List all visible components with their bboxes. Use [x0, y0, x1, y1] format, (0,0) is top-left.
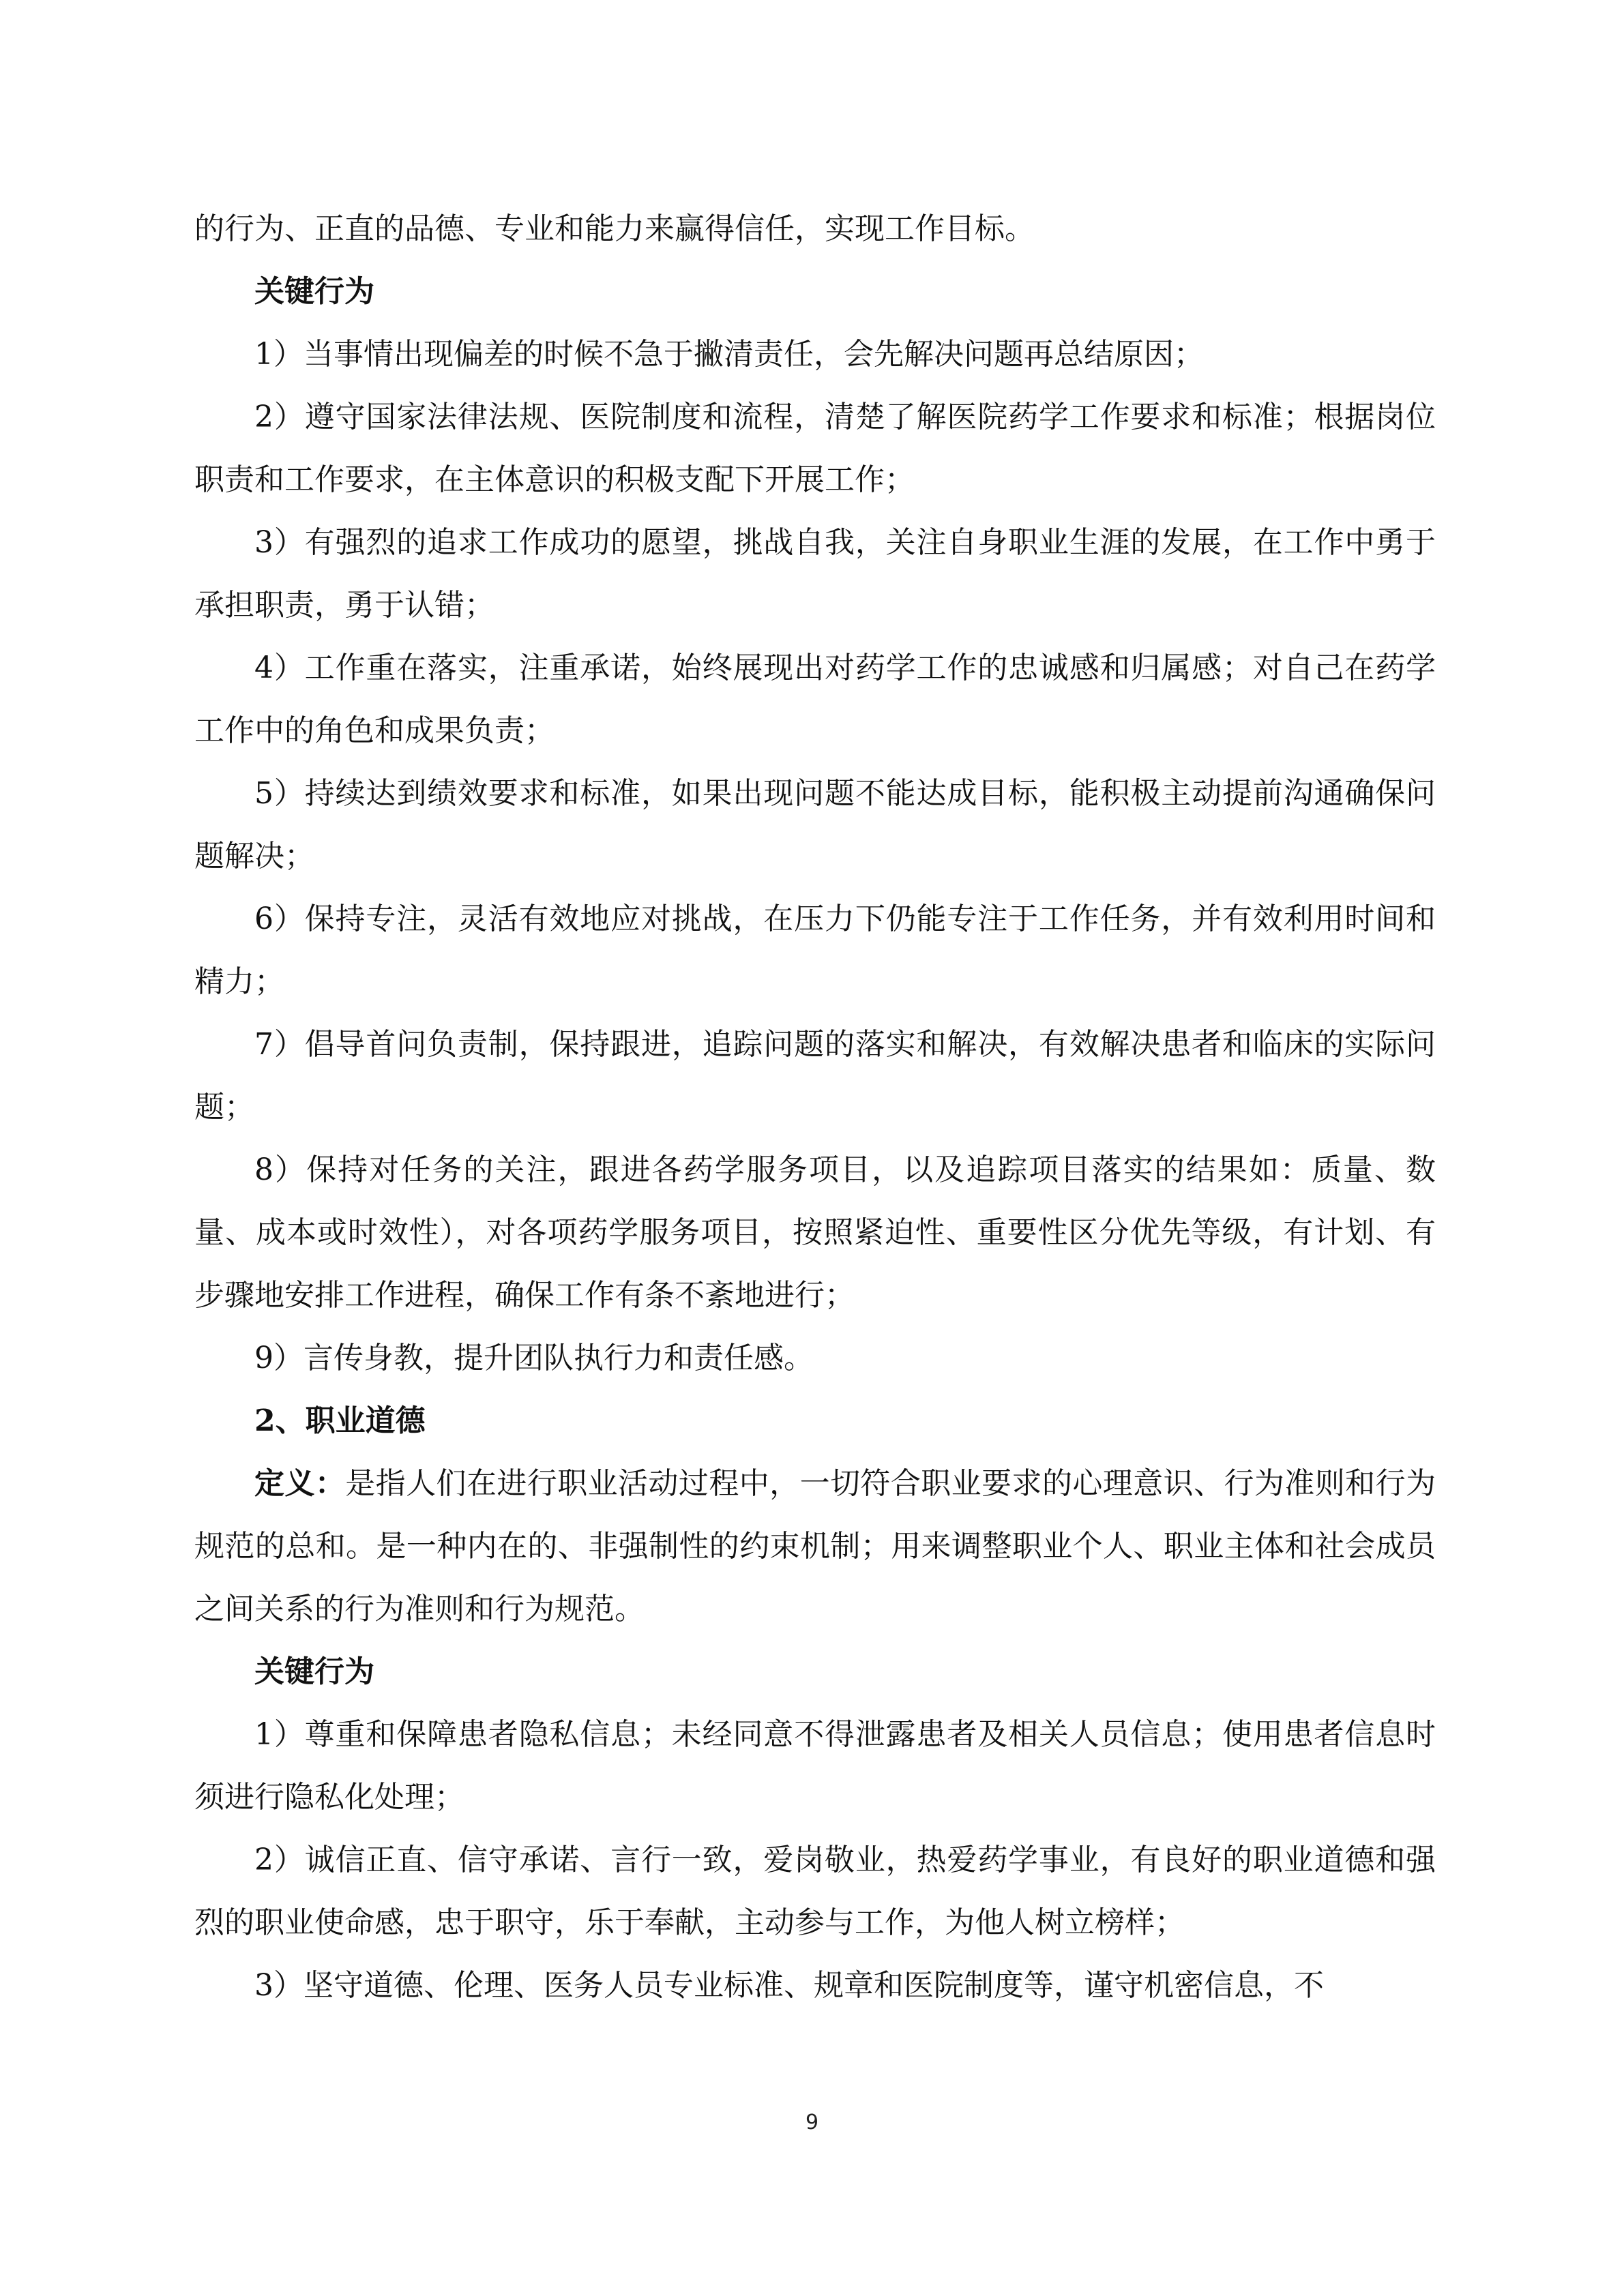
- behavior-item-1-5: 5）持续达到绩效要求和标准，如果出现问题不能达成目标，能积极主动提前沟通确保问题解决；: [194, 776, 1436, 874]
- section-title-professional-ethics: 2、职业道德: [254, 1403, 426, 1438]
- definition-text: 是指人们在进行职业活动过程中，一切符合职业要求的心理意识、行为准则和行为规范的总和。是一种内在的、非强制性的约束机制；用来调整职业个人、职业主体和社会成员之间关系的行为准则和行为规范。: [194, 1466, 1436, 1626]
- behavior-item-1-1: 1）当事情出现偏差的时候不急于撇清责任，会先解决问题再总结原因；: [254, 337, 1204, 372]
- behavior-item-2-1: 1）尊重和保障患者隐私信息；未经同意不得泄露患者及相关人员信息；使用患者信息时须进行隐私化处理；: [194, 1717, 1436, 1815]
- definition-paragraph: [194, 1452, 1436, 1641]
- page-body: [194, 198, 1436, 2017]
- behavior-item-1-9: 9）言传身教，提升团队执行力和责任感。: [254, 1341, 814, 1375]
- definition-label: 定义：: [254, 1466, 346, 1501]
- behavior-item-1-4: 4）工作重在落实，注重承诺，始终展现出对药学工作的忠诚感和归属感；对自己在药学工作中的角色和成果负责；: [194, 651, 1436, 748]
- behavior-item-1-7: 7）倡导首问负责制，保持跟进，追踪问题的落实和解决，有效解决患者和临床的实际问题；: [194, 1027, 1436, 1124]
- behavior-item-1-3: 3）有强烈的追求工作成功的愿望，挑战自我，关注自身职业生涯的发展，在工作中勇于承担职责，勇于认错；: [194, 525, 1436, 623]
- page-number: 9: [805, 2111, 819, 2134]
- behavior-item-2-2: 2）诚信正直、信守承诺、言行一致，爱岗敬业，热爱药学事业，有良好的职业道德和强烈的职业使命感，忠于职守，乐于奉献，主动参与工作，为他人树立榜样；: [194, 1843, 1436, 1940]
- behavior-item-2-3: 3）坚守道德、伦理、医务人员专业标准、规章和医院制度等，谨守机密信息，不: [254, 1968, 1324, 2003]
- behavior-item-1-6: 6）保持专注，灵活有效地应对挑战，在压力下仍能专注于工作任务，并有效利用时间和精力；: [194, 901, 1436, 999]
- continuation-paragraph: 的行为、正直的品德、专业和能力来赢得信任，实现工作目标。: [194, 211, 1035, 246]
- key-behaviors-heading-1: 关键行为: [254, 274, 374, 309]
- key-behaviors-heading-2: 关键行为: [254, 1654, 374, 1689]
- behavior-item-1-8: 8）保持对任务的关注，跟进各药学服务项目，以及追踪项目落实的结果如：质量、数量、成本或时效性），对各项药学服务项目，按照紧迫性、重要性区分优先等级，有计划、有步骤地安排工作进程，确保工作有条不紊地进行；: [194, 1152, 1436, 1313]
- behavior-item-1-2: 2）遵守国家法律法规、医院制度和流程，清楚了解医院药学工作要求和标准；根据岗位职责和工作要求，在主体意识的积极支配下开展工作；: [194, 400, 1436, 497]
